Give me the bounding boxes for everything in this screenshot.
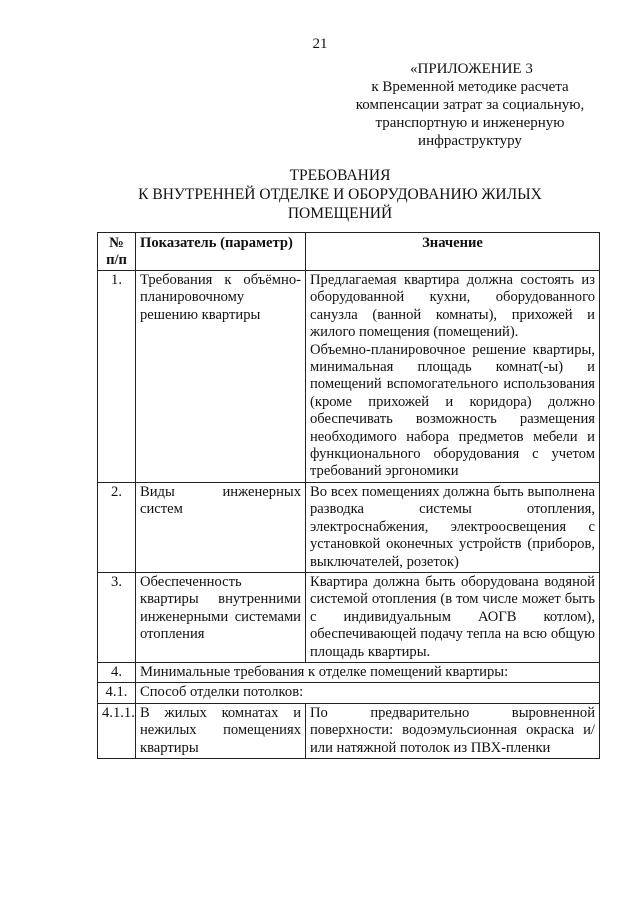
appendix-line: компенсации затрат за социальную, <box>355 97 585 113</box>
value-paragraph: Объемно-планировочное решение квартиры, минимальная площадь комнат(-ы) и помещений вспомогательного использования (кроме прихожей и коридора) должно обеспечивать возможность размещения необходимого набора предметов мебели и функционального оборудования с учетом требований эргономики <box>310 341 595 480</box>
row-num: 4.1.1. <box>98 703 136 758</box>
requirements-table <box>97 232 600 759</box>
row-parameter: В жилых комнатах и нежилых помещениях квартиры <box>136 703 306 758</box>
document-title-line: ТРЕБОВАНИЯ <box>289 167 391 184</box>
value-paragraph: Квартира должна быть оборудована водяной системой отопления (в том числе может быть с индивидуальным АОГВ котлом), обеспечивающей подачу тепла на всю общую площадь квартиры. <box>310 573 595 660</box>
table-header-row <box>98 233 600 271</box>
header-parameter: Показатель (параметр) <box>136 233 306 271</box>
row-value <box>306 271 600 483</box>
table-row <box>98 572 600 662</box>
page-number: 21 <box>312 36 328 52</box>
row-parameter: Виды инженерных систем <box>136 482 306 572</box>
table-row <box>98 482 600 572</box>
appendix-line: к Временной методике расчета <box>371 79 569 95</box>
appendix-line: транспортную и инженерную <box>375 115 565 131</box>
row-value <box>306 482 600 572</box>
row-section-heading: Минимальные требования к отделке помещений квартиры: <box>136 662 600 682</box>
row-num: 4. <box>98 662 136 682</box>
value-paragraph: Предлагаемая квартира должна состоять из оборудованной кухни, оборудованного санузла (ванной комнаты), прихожей и жилого помещения (помещений). <box>310 272 595 341</box>
table-row <box>98 662 600 682</box>
document-title <box>90 166 590 223</box>
value-paragraph: По предварительно выровненной поверхности: водоэмульсионная окраска и/или натяжной потолок из ПВХ-пленки <box>310 704 595 756</box>
table-row <box>98 683 600 703</box>
value-paragraph: Во всех помещениях должна быть выполнена разводка системы отопления, электроснабжения, электроосвещения с установкой оконечных устройств (приборов, выключателей, розеток) <box>310 483 595 570</box>
row-num: 4.1. <box>98 683 136 703</box>
row-value <box>306 703 600 758</box>
row-num: 3. <box>98 572 136 662</box>
table-row <box>98 271 600 483</box>
document-title-line: К ВНУТРЕННЕЙ ОТДЕЛКЕ И ОБОРУДОВАНИЮ ЖИЛЫХ <box>138 186 542 203</box>
row-subsection-heading: Способ отделки потолков: <box>136 683 600 703</box>
row-parameter: Обеспеченность квартиры внутренними инженерными системами отопления <box>136 572 306 662</box>
document-title-line: ПОМЕЩЕНИЙ <box>287 205 393 222</box>
appendix-line: инфраструктуру <box>418 133 522 149</box>
row-num: 1. <box>98 271 136 483</box>
row-num: 2. <box>98 482 136 572</box>
appendix-header <box>330 60 610 150</box>
header-num: № п/п <box>98 233 136 271</box>
appendix-title: «ПРИЛОЖЕНИЕ 3 <box>410 61 533 77</box>
table-row <box>98 703 600 758</box>
header-value: Значение <box>306 233 600 271</box>
row-value <box>306 572 600 662</box>
row-parameter: Требования к объёмно-планировочному решению квартиры <box>136 271 306 483</box>
